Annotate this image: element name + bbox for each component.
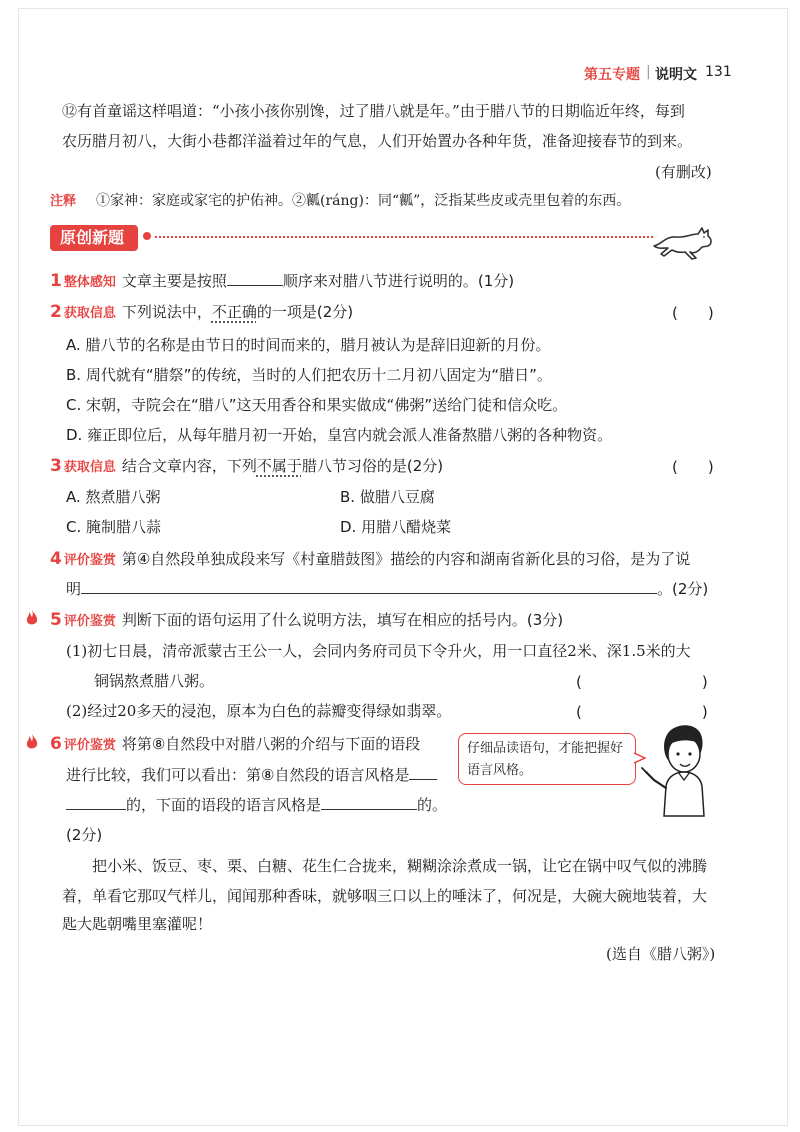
question-6-line1: 将第⑧自然段中对腊八粥的介绍与下面的语段: [121, 735, 421, 753]
header-separator: |: [646, 64, 651, 80]
excerpt-line2: 着，单看它那叹气样儿，闻闻那种香味，就够咽三口以上的唾沫了，何况是，大碗大碗地装着，大: [62, 887, 708, 905]
question-2-option-d: D. 雍正即位后，从每年腊月初一开始，皇宫内就会派人准备熬腊八粥的各种物资。: [66, 426, 613, 444]
question-1-text-a: 文章主要是按照: [121, 272, 227, 290]
boy-pointing-icon: [640, 722, 720, 817]
question-6-score: (2分): [66, 826, 103, 844]
question-1: [50, 270, 514, 291]
question-3-option-c: C. 腌制腊八蒜: [66, 518, 162, 536]
section-divider: [155, 236, 653, 238]
running-cat-icon: [652, 222, 722, 262]
question-6-number: 6: [50, 734, 62, 754]
question-4-line2-b: 。(2分): [657, 580, 709, 598]
question-2-option-a: A. 腊八节的名称是由节日的时间而来的，腊月被认为是辞旧迎新的月份。: [66, 336, 551, 354]
question-6-blank-2[interactable]: [321, 795, 417, 810]
passage-p12-line2: 农历腊月初八，大街小巷都洋溢着过年的气息，人们开始置办各种年货，准备迎接春节的到来。: [62, 132, 693, 150]
section-title: 原创新题: [50, 225, 138, 251]
question-4-number: 4: [50, 549, 62, 569]
excerpt-source: (选自《腊八粥》): [606, 945, 716, 963]
question-5: [50, 609, 563, 630]
question-2: [50, 301, 353, 322]
question-4-line1: 第④自然段单独成段来写《村童腊鼓图》描绘的内容和湖南省新化县的习俗，是为了说: [121, 550, 691, 568]
question-5-item2-paren[interactable]: ( ): [576, 703, 708, 721]
question-2-answer-paren[interactable]: ( ): [672, 304, 714, 322]
question-3-option-b: B. 做腊八豆腐: [340, 488, 435, 506]
question-1-tag: 整体感知: [63, 275, 116, 290]
flame-icon: [26, 610, 38, 626]
question-5-item2: (2)经过20多天的浸泡，原本为白色的蒜瓣变得绿如翡翠。: [66, 702, 452, 720]
question-2-emphasis: 不正确: [211, 303, 257, 321]
question-3-option-a: A. 熬煮腊八粥: [66, 488, 161, 506]
question-3-answer-paren[interactable]: ( ): [672, 458, 714, 476]
question-5-item1-paren[interactable]: ( ): [576, 673, 708, 691]
header-topic: 第五专题: [584, 67, 640, 83]
question-4-blank[interactable]: [81, 579, 657, 594]
question-3-number: 3: [50, 456, 62, 476]
question-3: [50, 455, 443, 476]
page-number: 131: [705, 64, 732, 80]
question-3-emphasis: 不属于: [256, 457, 302, 475]
question-5-item1-line2: 铜锅熬煮腊八粥。: [94, 672, 215, 690]
excerpt-line1: 把小米、饭豆、枣、栗、白糖、花生仁合拢来，糊糊涂涂煮成一锅，让它在锅中叹气似的沸腾: [92, 857, 708, 875]
question-4-line2-a: 明: [66, 580, 82, 598]
question-1-number: 1: [50, 271, 62, 291]
question-6-blank-1[interactable]: [409, 765, 437, 780]
question-3-stem-b: 腊八节习俗的是(2分): [301, 457, 444, 475]
question-6-line3: [66, 794, 447, 815]
question-2-tag: 获取信息: [63, 306, 116, 321]
section-dot: [143, 232, 151, 240]
question-4-line2: [66, 578, 708, 599]
question-4: [50, 548, 690, 569]
question-5-stem: 判断下面的语句运用了什么说明方法，填写在相应的括号内。(3分): [121, 611, 564, 629]
header-genre: 说明文: [655, 67, 697, 83]
question-5-number: 5: [50, 610, 62, 630]
question-6-tag: 评价鉴赏: [63, 738, 116, 753]
question-2-stem-b: 的一项是(2分): [256, 303, 354, 321]
notes-label: 注释: [50, 194, 77, 209]
question-6-blank-1-cont[interactable]: [66, 795, 126, 810]
question-1-text-b: 顺序来对腊八节进行说明的。(1分): [282, 272, 515, 290]
question-3-tag: 获取信息: [63, 460, 116, 475]
question-4-tag: 评价鉴赏: [63, 553, 116, 568]
question-6-line3-a: 的，下面的语段的语言风格是: [126, 796, 322, 814]
passage-source-note: (有删改): [655, 163, 712, 181]
question-2-option-c: C. 宋朝，寺院会在“腊八”这天用香谷和果实做成“佛粥”送给门徒和信众吃。: [66, 396, 568, 414]
question-6: [50, 733, 420, 754]
question-2-option-b: B. 周代就有“腊祭”的传统，当时的人们把农历十二月初八固定为“腊日”。: [66, 366, 552, 384]
question-6-line2: [66, 764, 437, 785]
flame-icon: [26, 734, 38, 750]
passage-p12-line1: ⑫有首童谣这样唱道：“小孩小孩你别馋，过了腊八就是年。”由于腊八节的日期临近年终，每到: [62, 102, 685, 120]
question-3-stem-a: 结合文章内容，下列: [121, 457, 257, 475]
question-3-option-d: D. 用腊八醋烧菜: [340, 518, 452, 536]
question-1-blank[interactable]: [227, 271, 283, 286]
excerpt-line3: 匙大匙朝嘴里塞灌呢！: [62, 915, 213, 933]
notes-text: ①家神：家庭或家宅的护佑神。②瓤(ráng)：同“瓤”，泛指某些皮或壳里包着的东西。: [96, 193, 631, 209]
question-5-item1-line1: (1)初七日晨，清帝派蒙古王公一人，会同内务府司员下令升火，用一口直径2米、深1.5米的大: [66, 642, 691, 660]
question-6-line3-b: 的。: [417, 796, 448, 814]
question-5-tag: 评价鉴赏: [63, 614, 116, 629]
question-2-number: 2: [50, 302, 62, 322]
question-2-stem-a: 下列说法中，: [121, 303, 212, 321]
tip-bubble: 仔细品读语句，才能把握好语言风格。: [458, 733, 636, 785]
question-6-line2-a: 进行比较，我们可以看出：第⑧自然段的语言风格是: [66, 766, 410, 784]
